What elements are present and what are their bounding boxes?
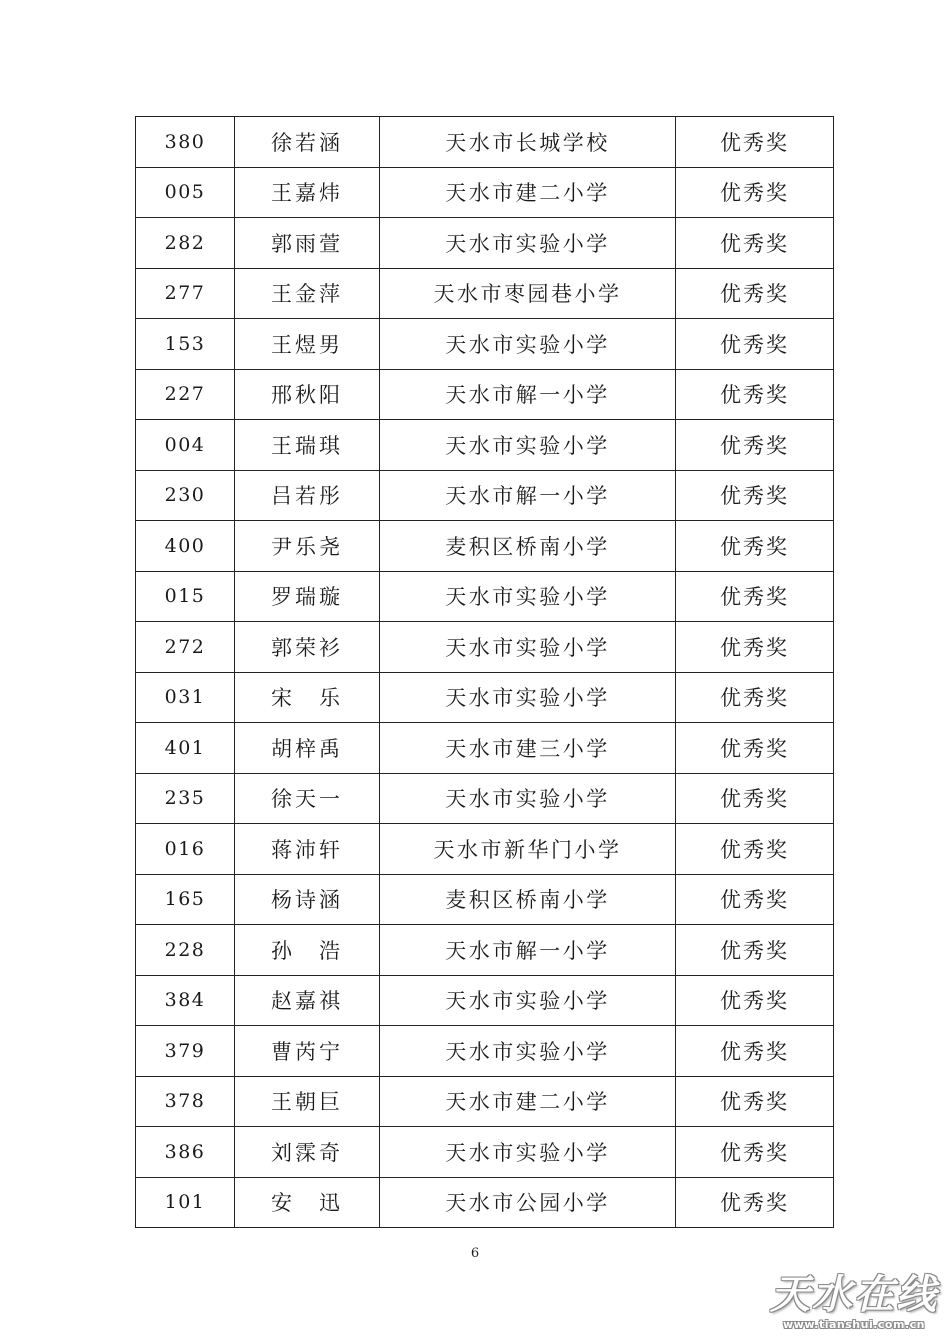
table-row (136, 874, 834, 925)
award-level: 优秀奖 (676, 925, 834, 976)
entry-number: 016 (136, 824, 235, 875)
entry-number: 400 (136, 521, 235, 572)
table-row (136, 672, 834, 723)
entry-number: 101 (136, 1177, 235, 1228)
school-name: 天水市解一小学 (380, 369, 676, 420)
award-level: 优秀奖 (676, 571, 834, 622)
student-name: 赵嘉祺 (235, 975, 380, 1026)
award-level: 优秀奖 (676, 874, 834, 925)
table-row (136, 218, 834, 269)
award-level: 优秀奖 (676, 1127, 834, 1178)
entry-number: 004 (136, 420, 235, 471)
table-row (136, 268, 834, 319)
school-name: 天水市实验小学 (380, 218, 676, 269)
student-name: 孙 浩 (235, 925, 380, 976)
school-name: 天水市建三小学 (380, 723, 676, 774)
table-row (136, 369, 834, 420)
table-row (136, 975, 834, 1026)
entry-number: 015 (136, 571, 235, 622)
student-name: 王煜男 (235, 319, 380, 370)
student-name: 王嘉炜 (235, 167, 380, 218)
table-row (136, 470, 834, 521)
award-level: 优秀奖 (676, 521, 834, 572)
school-name: 天水市实验小学 (380, 571, 676, 622)
table-row (136, 319, 834, 370)
entry-number: 031 (136, 672, 235, 723)
award-level: 优秀奖 (676, 672, 834, 723)
student-name: 罗瑞璇 (235, 571, 380, 622)
school-name: 天水市解一小学 (380, 470, 676, 521)
school-name: 天水市实验小学 (380, 975, 676, 1026)
table-row (136, 167, 834, 218)
table-row (136, 622, 834, 673)
school-name: 天水市实验小学 (380, 622, 676, 673)
student-name: 吕若彤 (235, 470, 380, 521)
entry-number: 282 (136, 218, 235, 269)
entry-number: 228 (136, 925, 235, 976)
school-name: 天水市枣园巷小学 (380, 268, 676, 319)
student-name: 杨诗涵 (235, 874, 380, 925)
award-level: 优秀奖 (676, 723, 834, 774)
school-name: 天水市长城学校 (380, 117, 676, 168)
award-level: 优秀奖 (676, 167, 834, 218)
award-list-body (136, 117, 834, 1228)
table-row (136, 117, 834, 168)
entry-number: 235 (136, 773, 235, 824)
entry-number: 005 (136, 167, 235, 218)
school-name: 天水市实验小学 (380, 773, 676, 824)
table-row (136, 1026, 834, 1077)
award-level: 优秀奖 (676, 218, 834, 269)
student-name: 郭荣衫 (235, 622, 380, 673)
school-name: 天水市建二小学 (380, 167, 676, 218)
student-name: 王金萍 (235, 268, 380, 319)
student-name: 胡梓禹 (235, 723, 380, 774)
school-name: 天水市实验小学 (380, 319, 676, 370)
entry-number: 378 (136, 1076, 235, 1127)
school-name: 麦积区桥南小学 (380, 521, 676, 572)
entry-number: 165 (136, 874, 235, 925)
watermark-logo-text: 天水在线 (770, 1272, 938, 1318)
award-level: 优秀奖 (676, 268, 834, 319)
award-level: 优秀奖 (676, 824, 834, 875)
school-name: 天水市实验小学 (380, 672, 676, 723)
entry-number: 230 (136, 470, 235, 521)
award-level: 优秀奖 (676, 773, 834, 824)
table-row (136, 723, 834, 774)
entry-number: 277 (136, 268, 235, 319)
award-level: 优秀奖 (676, 369, 834, 420)
award-level: 优秀奖 (676, 975, 834, 1026)
table-row (136, 1177, 834, 1228)
student-name: 徐若涵 (235, 117, 380, 168)
school-name: 天水市实验小学 (380, 1127, 676, 1178)
entry-number: 386 (136, 1127, 235, 1178)
student-name: 王朝巨 (235, 1076, 380, 1127)
page-number: 6 (470, 1246, 480, 1261)
student-name: 宋 乐 (235, 672, 380, 723)
table-row (136, 521, 834, 572)
award-level: 优秀奖 (676, 117, 834, 168)
award-level: 优秀奖 (676, 420, 834, 471)
school-name: 天水市建二小学 (380, 1076, 676, 1127)
entry-number: 272 (136, 622, 235, 673)
student-name: 蒋沛轩 (235, 824, 380, 875)
entry-number: 153 (136, 319, 235, 370)
school-name: 天水市实验小学 (380, 420, 676, 471)
award-list-table (135, 116, 834, 1228)
table-row (136, 824, 834, 875)
school-name: 天水市新华门小学 (380, 824, 676, 875)
table-row (136, 420, 834, 471)
school-name: 天水市公园小学 (380, 1177, 676, 1228)
student-name: 曹芮宁 (235, 1026, 380, 1077)
table-row (136, 571, 834, 622)
award-level: 优秀奖 (676, 1076, 834, 1127)
table-row (136, 1076, 834, 1127)
table-row (136, 1127, 834, 1178)
student-name: 尹乐尧 (235, 521, 380, 572)
student-name: 刘霂奇 (235, 1127, 380, 1178)
entry-number: 380 (136, 117, 235, 168)
student-name: 王瑞琪 (235, 420, 380, 471)
student-name: 邢秋阳 (235, 369, 380, 420)
award-level: 优秀奖 (676, 319, 834, 370)
entry-number: 401 (136, 723, 235, 774)
student-name: 安 迅 (235, 1177, 380, 1228)
student-name: 郭雨萱 (235, 218, 380, 269)
site-watermark (765, 1272, 943, 1338)
entry-number: 379 (136, 1026, 235, 1077)
award-level: 优秀奖 (676, 470, 834, 521)
table-row (136, 925, 834, 976)
award-level: 优秀奖 (676, 622, 834, 673)
school-name: 天水市实验小学 (380, 1026, 676, 1077)
school-name: 麦积区桥南小学 (380, 874, 676, 925)
entry-number: 227 (136, 369, 235, 420)
award-level: 优秀奖 (676, 1177, 834, 1228)
table-row (136, 773, 834, 824)
school-name: 天水市解一小学 (380, 925, 676, 976)
entry-number: 384 (136, 975, 235, 1026)
award-level: 优秀奖 (676, 1026, 834, 1077)
student-name: 徐天一 (235, 773, 380, 824)
watermark-url: www.tianshui.com.cn (783, 1318, 925, 1331)
